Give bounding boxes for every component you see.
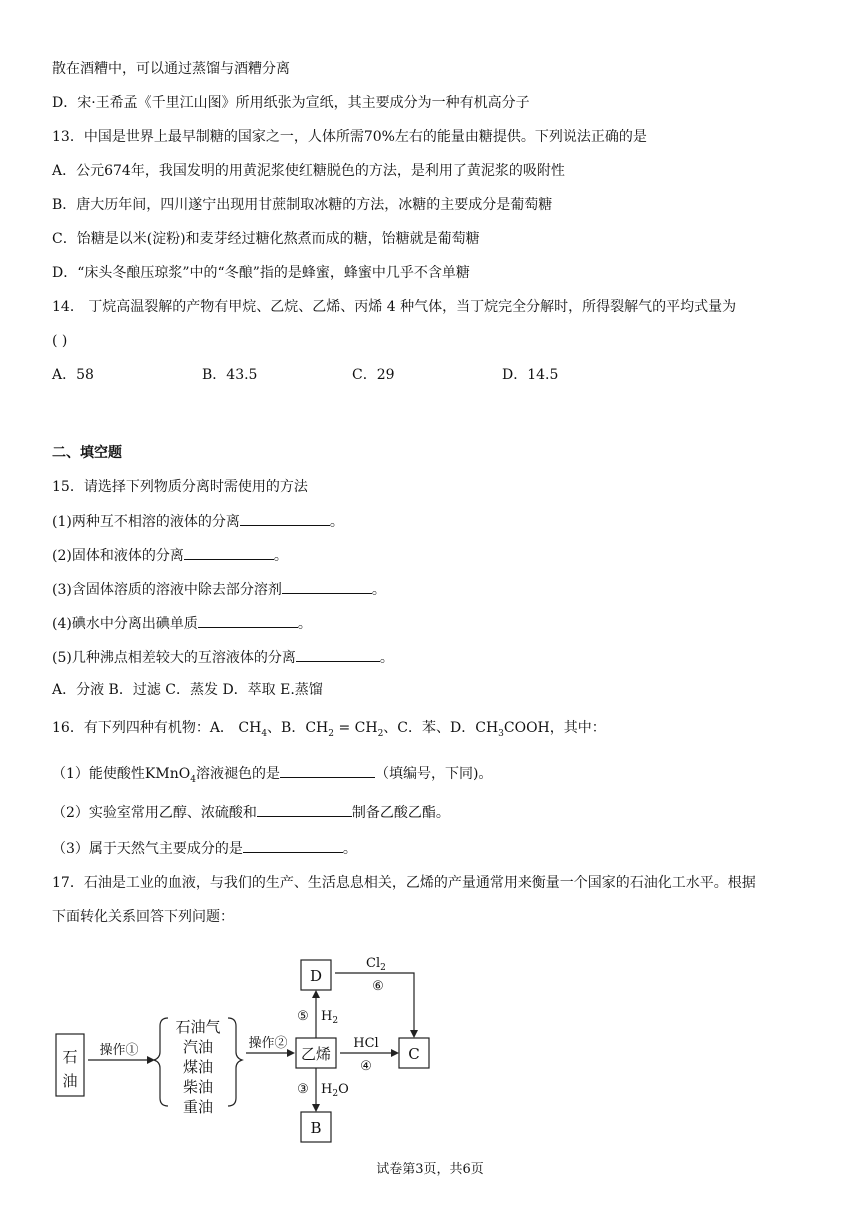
formula-text: CH	[238, 720, 262, 736]
question-14-option-c: C．29	[352, 367, 395, 383]
page-footer: 试卷第3页，共6页	[376, 1162, 484, 1177]
prompt-text: （1）能使酸性	[52, 766, 145, 782]
question-15-part-5	[52, 647, 394, 668]
subscript: 2	[328, 728, 334, 739]
prompt-text: 。	[342, 841, 357, 857]
formula-text: CH	[475, 720, 499, 736]
arrow-head	[312, 1104, 320, 1112]
answer-blank[interactable]	[282, 579, 372, 594]
prompt-text: （填编号，下同)。	[374, 766, 493, 782]
prompt-text: ，其中：	[549, 720, 606, 736]
step-6: ⑥	[372, 979, 384, 994]
formula-text: COOH	[503, 720, 550, 736]
subscript: 2	[332, 1016, 339, 1026]
h2o-label	[321, 1082, 349, 1099]
period: 。	[297, 616, 312, 632]
question-16-part-2	[52, 802, 450, 823]
subscript: 3	[498, 728, 504, 739]
text-line: 散在酒糟中，可以通过蒸馏与酒糟分离	[52, 61, 290, 77]
option-d: D．宋·王希孟《千里江山图》所用纸张为宣纸，其主要成分为一种有机高分子	[52, 95, 530, 111]
hcl-label: HCl	[353, 1036, 379, 1051]
formula-ethylene	[305, 720, 384, 739]
prompt-text: （2）实验室常用乙醇、浓硫酸和	[52, 805, 257, 821]
arrow-head	[147, 1056, 155, 1064]
formula-ch4	[238, 720, 268, 739]
fraction-label: 石油气	[175, 1018, 221, 1036]
subscript: 2	[380, 963, 386, 973]
question-13-option-a: A．公元674年，我国发明的用黄泥浆使红糖脱色的方法，是利用了黄泥浆的吸附性	[52, 163, 565, 179]
question-15-part-4	[52, 613, 312, 634]
brace-left	[154, 1018, 168, 1106]
formula-acetic-acid	[475, 720, 550, 739]
formula-text: Cl	[366, 956, 381, 971]
prompt-text: (4)碘水中分离出碘单质	[52, 616, 198, 632]
step-3: ③	[297, 1082, 309, 1097]
separator: 、B．	[267, 720, 306, 736]
question-14-option-d: D．14.5	[502, 367, 559, 383]
arrow-head	[312, 990, 320, 998]
question-13-option-d: D．“床头冬酿压琼浆”中的“冬酿”指的是蜂蜜，蜂蜜中几乎不含单糖	[52, 265, 470, 281]
answer-blank[interactable]	[296, 647, 380, 662]
formula-text: KMnO	[144, 766, 191, 782]
question-14: 14． 丁烷高温裂解的产物有甲烷、乙烷、乙烯、丙烯 4 种气体，当丁烷完全分解时，所得裂解气的平均式量为	[52, 299, 737, 315]
question-16-part-1	[52, 763, 492, 790]
answer-blank[interactable]	[257, 802, 352, 817]
fraction-label: 重油	[182, 1098, 214, 1116]
answer-blank[interactable]	[243, 838, 343, 853]
brace-right	[228, 1018, 242, 1106]
question-16-part-3	[52, 838, 357, 859]
c-label: C	[408, 1045, 420, 1063]
arrow-head	[287, 1049, 295, 1057]
question-15: 15．请选择下列物质分离时需使用的方法	[52, 479, 308, 495]
subscript: 4	[190, 774, 196, 785]
formula-text: = CH	[334, 720, 378, 736]
subscript: 2	[332, 1089, 339, 1099]
question-13-option-b: B．唐大历年间，四川遂宁出现用甘蔗制取冰糖的方法，冰糖的主要成分是葡萄糖	[52, 197, 553, 213]
question-15-part-1	[52, 511, 344, 532]
answer-blank[interactable]	[198, 613, 298, 628]
subscript: 2	[377, 728, 384, 739]
prompt-text: 溶液褪色的是	[195, 766, 280, 782]
question-17: 17．石油是工业的血液，与我们的生产、生活息息相关，乙烯的产量通常用来衡量一个国家的石油化工水平。根据	[52, 875, 756, 891]
op2-label: 操作②	[248, 1036, 288, 1051]
prompt-text: (3)含固体溶质的溶液中除去部分溶剂	[52, 582, 282, 598]
prompt-text: 制备乙酸乙酯。	[351, 805, 450, 821]
prompt-text: (5)几种沸点相差较大的互溶液体的分离	[52, 650, 296, 666]
question-14-option-a: A．58	[52, 367, 94, 383]
prompt-text: (1)两种互不相溶的液体的分离	[52, 514, 240, 530]
answer-blank[interactable]	[280, 763, 375, 778]
formula-text: O	[338, 1082, 349, 1097]
fraction-label: 汽油	[182, 1038, 214, 1056]
petroleum-char: 石	[62, 1048, 78, 1066]
prompt-text: 16．有下列四种有机物：A．	[52, 720, 234, 736]
question-15-part-3	[52, 579, 386, 600]
question-13-option-c: C．饴糖是以米(淀粉)和麦芽经过糖化熬煮而成的糖，饴糖就是葡萄糖	[52, 231, 480, 247]
ethylene-label: 乙烯	[300, 1045, 332, 1063]
separator: 、C．苯、D．	[383, 720, 476, 736]
question-16	[52, 718, 606, 744]
period: 。	[371, 582, 386, 598]
question-17-cont: 下面转化关系回答下列问题：	[52, 909, 234, 925]
op1-label: 操作①	[99, 1043, 139, 1058]
h2-label	[321, 1009, 338, 1026]
question-14-paren: ( )	[52, 333, 68, 349]
question-14-option-b: B．43.5	[202, 367, 258, 383]
d-label: D	[309, 967, 323, 985]
step-4: ④	[360, 1059, 372, 1074]
step-5: ⑤	[297, 1009, 309, 1024]
prompt-text: (2)固体和液体的分离	[52, 548, 184, 564]
period: 。	[379, 650, 394, 666]
question-15-part-2	[52, 545, 288, 566]
answer-blank[interactable]	[240, 511, 330, 526]
period: 。	[329, 514, 344, 530]
fraction-label: 煤油	[182, 1058, 214, 1076]
section-heading: 二、填空题	[52, 445, 122, 461]
prompt-text: （3）属于天然气主要成分的是	[52, 841, 243, 857]
formula-text: CH	[305, 720, 329, 736]
question-13: 13．中国是世界上最早制糖的国家之一，人体所需70%左右的能量由糖提供。下列说法正确的是	[52, 129, 647, 145]
conversion-diagram	[0, 940, 860, 1150]
formula-text: H	[321, 1009, 333, 1024]
b-label: B	[310, 1119, 322, 1137]
petroleum-char: 油	[62, 1072, 78, 1090]
cl2-label	[366, 956, 386, 973]
arrow-head	[410, 1030, 418, 1038]
period: 。	[273, 548, 288, 564]
fraction-label: 柴油	[182, 1078, 214, 1096]
subscript: 4	[261, 728, 268, 739]
formula-text: H	[321, 1082, 333, 1097]
answer-blank[interactable]	[184, 545, 274, 560]
question-15-options: A．分液 B．过滤 C．蒸发 D．萃取 E.蒸馏	[52, 682, 323, 698]
arrow-head	[391, 1049, 399, 1057]
